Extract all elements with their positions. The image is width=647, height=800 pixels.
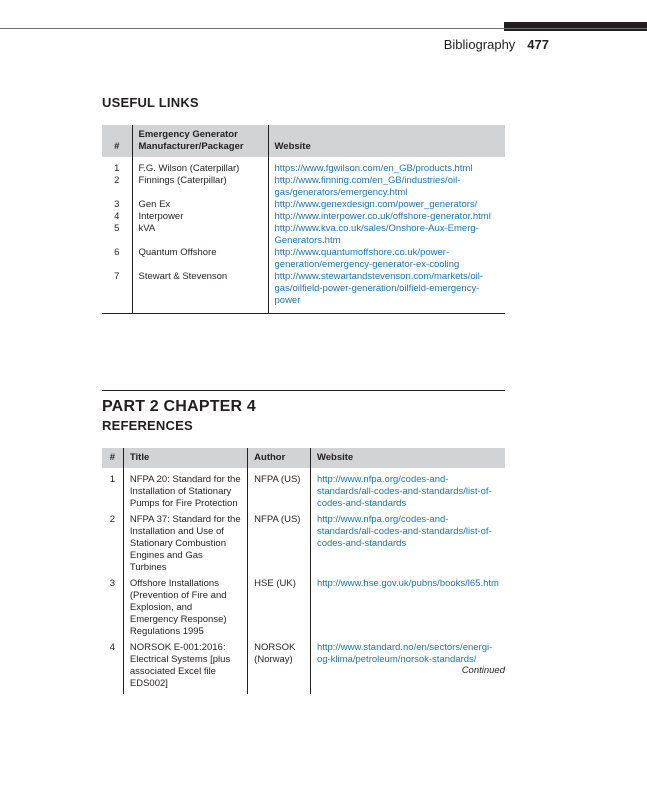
header-bar [504, 22, 647, 31]
manufacturer-name: Quantum Offshore [132, 247, 268, 271]
website-link[interactable]: http://www.nfpa.org/codes-and-standards/all-codes-and-standards/list-of-codes-and-standards [316, 474, 492, 509]
website-link[interactable]: http://www.interpower.co.uk/offshore-generator.html [274, 211, 491, 222]
manufacturer-name: Finnings (Caterpillar) [132, 175, 268, 199]
website-link[interactable]: http://www.quantumoffshore.co.uk/power-generation/emergency-generator-ex-cooling [274, 247, 460, 270]
manufacturer-name: Gen Ex [132, 199, 268, 211]
website-link[interactable]: http://www.stewartandstevenson.com/markets/oil-gas/oilfield-power-generation/oilfield-emergency-power [274, 271, 484, 306]
table-row [102, 163, 505, 175]
table-row [102, 175, 505, 199]
website-link[interactable]: http://www.standard.no/en/sectors/energi-og-klima/petroleum/norsok-standards/ [316, 642, 493, 665]
manufacturer-name: kVA [132, 223, 268, 247]
reference-title: NFPA 37: Standard for the Installation and Use of Stationary Combustion Engines and Gas Turbines [123, 514, 247, 578]
reference-title: Offshore Installations (Prevention of Fire and Explosion, and Emergency Response) Regulations 1995 [123, 578, 247, 642]
row-number: 6 [102, 247, 132, 271]
col-header-website: Website [310, 448, 505, 468]
reference-author: NFPA (US) [248, 474, 311, 514]
table-row [102, 514, 505, 578]
manufacturer-name: F.G. Wilson (Caterpillar) [132, 163, 268, 175]
row-number: 2 [102, 514, 123, 578]
reference-title: NFPA 20: Standard for the Installation of Stationary Pumps for Fire Protection [123, 474, 247, 514]
website-link[interactable]: http://www.genexdesign.com/power_generators/ [274, 199, 478, 210]
col-header-num: # [102, 448, 123, 468]
references-body [102, 468, 505, 694]
row-number: 4 [102, 211, 132, 223]
part-rule [102, 390, 505, 391]
row-number: 1 [102, 474, 123, 514]
row-number: 1 [102, 163, 132, 175]
table-row [102, 247, 505, 271]
row-number: 4 [102, 642, 123, 694]
reference-author: NFPA (US) [248, 514, 311, 578]
table-row [102, 474, 505, 514]
website-link[interactable]: http://www.nfpa.org/codes-and-standards/all-codes-and-standards/list-of-codes-and-standards [316, 514, 492, 549]
row-number: 7 [102, 271, 132, 314]
reference-author: NORSOK (Norway) [248, 642, 311, 694]
part-heading: PART 2 CHAPTER 4 [102, 398, 257, 415]
page-number: 477 [527, 37, 549, 52]
row-number: 5 [102, 223, 132, 247]
table-header-row [102, 448, 505, 468]
manufacturer-name: Interpower [132, 211, 268, 223]
col-header-title: Title [123, 448, 247, 468]
website-link[interactable]: http://www.finning.com/en_GB/industries/oil-gas/generators/emergency.html [274, 175, 461, 198]
table-header-row [102, 125, 505, 157]
references-table [102, 448, 505, 694]
col-header-author: Author [248, 448, 311, 468]
table-row [102, 223, 505, 247]
col-header-num: # [102, 125, 132, 157]
header-rule [0, 28, 647, 29]
running-head [0, 37, 549, 52]
table-row [102, 199, 505, 211]
useful-links-table [102, 125, 505, 314]
useful-links-heading: USEFUL LINKS [102, 95, 199, 110]
table-row [102, 211, 505, 223]
col-header-website: Website [268, 125, 505, 157]
website-link[interactable]: http://www.kva.co.uk/sales/Onshore-Aux-Emerg-Generators.htm [274, 223, 479, 246]
col-header-manufacturer: Emergency Generator Manufacturer/Packager [132, 125, 268, 157]
website-link[interactable]: https://www.fgwilson.com/en_GB/products.html [274, 163, 473, 174]
useful-links-body [102, 157, 505, 314]
row-number: 3 [102, 578, 123, 642]
table-row [102, 271, 505, 314]
reference-title: NORSOK E-001:2016: Electrical Systems [plus associated Excel file EDS002] [123, 642, 247, 694]
references-heading: REFERENCES [102, 418, 193, 433]
row-number: 3 [102, 199, 132, 211]
continued-note: Continued [461, 665, 505, 676]
website-link[interactable]: http://www.hse.gov.uk/pubns/books/l65.htm [316, 578, 499, 589]
manufacturer-name: Stewart & Stevenson [132, 271, 268, 314]
running-head-section: Bibliography [443, 37, 516, 52]
table-row [102, 578, 505, 642]
reference-author: HSE (UK) [248, 578, 311, 642]
row-number: 2 [102, 175, 132, 199]
